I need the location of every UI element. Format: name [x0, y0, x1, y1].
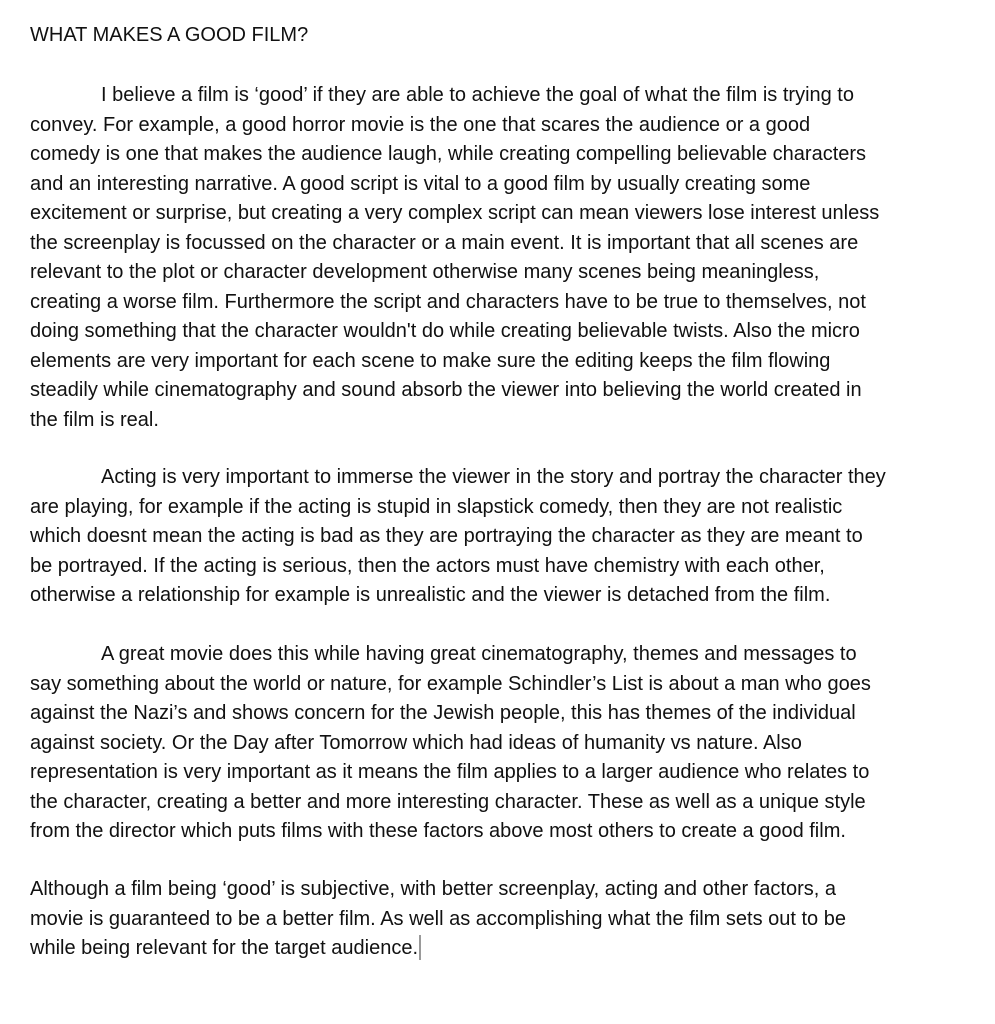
- paragraph-2: [30, 463, 886, 611]
- text-line: say something about the world or nature, for example Schindler’s List is about a man who goes: [30, 672, 871, 695]
- text-line: against the Nazi’s and shows concern for the Jewish people, this has themes of the individual: [30, 702, 856, 724]
- text-line: A great movie does this while having great cinematography, themes and messages to: [101, 643, 857, 665]
- text-line: be portrayed. If the acting is serious, then the actors must have chemistry with each other,: [30, 554, 825, 577]
- text-cursor: [419, 935, 421, 960]
- paragraph-4: [30, 875, 846, 964]
- text-line: steadily while cinematography and sound absorb the viewer into believing the world created in: [30, 379, 862, 401]
- paragraph-3: [30, 640, 871, 847]
- document-title: WHAT MAKES A GOOD FILM?: [30, 24, 309, 46]
- text-line: against society. Or the Day after Tomorrow which had ideas of humanity vs nature. Also: [30, 731, 802, 754]
- text-line: doing something that the character wouldn't do while creating believable twists. Also the micro: [30, 320, 860, 342]
- text-line: movie is guaranteed to be a better film. As well as accomplishing what the film sets out to be: [30, 907, 846, 930]
- paragraph-1: [30, 81, 879, 435]
- text-line: creating a worse film. Furthermore the script and characters have to be true to themselves, not: [30, 290, 866, 313]
- text-line: which doesnt mean the acting is bad as they are portraying the character as they are meant to: [30, 525, 863, 547]
- text-line: Acting is very important to immerse the viewer in the story and portray the character they: [101, 466, 886, 488]
- text-line: from the director which puts films with these factors above most others to create a good film.: [30, 820, 846, 842]
- text-line: excitement or surprise, but creating a very complex script can mean viewers lose interest unless: [30, 202, 880, 224]
- text-line: relevant to the plot or character development otherwise many scenes being meaningless,: [30, 261, 820, 283]
- text-line: the film is real.: [30, 408, 159, 431]
- text-line-content: while being relevant for the target audience.: [30, 937, 419, 959]
- text-line: are playing, for example if the acting is stupid in slapstick comedy, then they are not realistic: [30, 495, 843, 518]
- last-text-line: [30, 934, 846, 964]
- text-line: the screenplay is focussed on the character or a main event. It is important that all scenes are: [30, 231, 859, 254]
- text-line: the character, creating a better and more interesting character. These as well as a unique style: [30, 790, 866, 813]
- text-line: I believe a film is ‘good’ if they are able to achieve the goal of what the film is trying to: [101, 84, 854, 106]
- text-line: otherwise a relationship for example is unrealistic and the viewer is detached from the film.: [30, 584, 831, 606]
- text-line: comedy is one that makes the audience laugh, while creating compelling believable characters: [30, 143, 867, 165]
- text-line: and an interesting narrative. A good script is vital to a good film by usually creating some: [30, 172, 811, 195]
- text-line: elements are very important for each scene to make sure the editing keeps the film flowing: [30, 349, 831, 372]
- text-line: representation is very important as it means the film applies to a larger audience who relates to: [30, 761, 870, 783]
- text-line: convey. For example, a good horror movie is the one that scares the audience or a good: [30, 113, 811, 136]
- text-line: Although a film being ‘good’ is subjective, with better screenplay, acting and other factors, a: [30, 878, 837, 900]
